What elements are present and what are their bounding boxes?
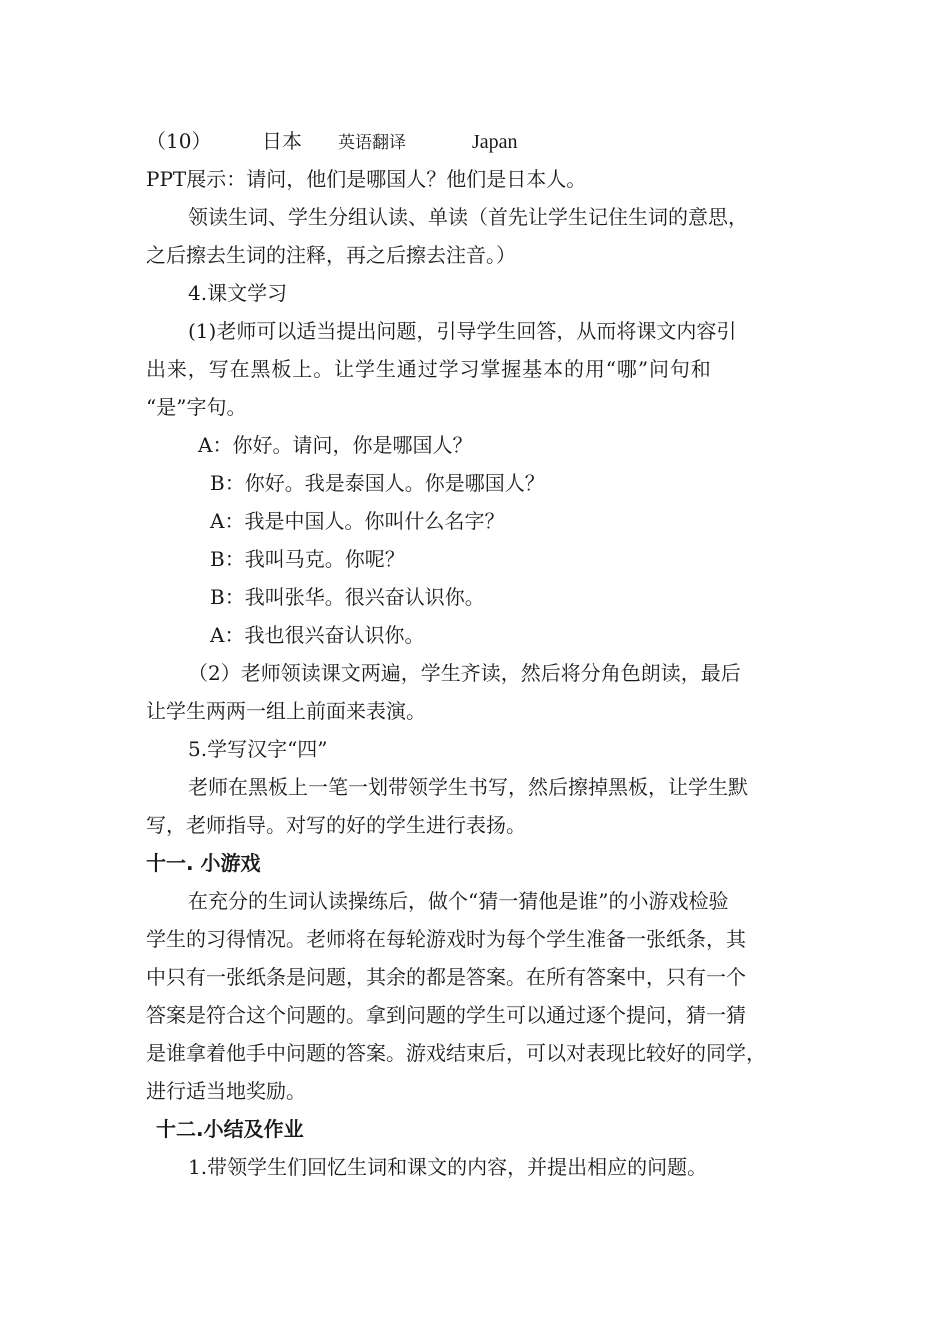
vocab-row bbox=[146, 129, 518, 155]
paragraph-line: 老师在黑板上一笔一划带领学生书写，然后擦掉黑板，让学生默 bbox=[188, 775, 748, 799]
paragraph-line: (1)老师可以适当提出问题，引导学生回答，从而将课文内容引 bbox=[188, 319, 737, 343]
paragraph-line: 出来，写在黑板上。让学生通过学习掌握基本的用“哪”问句和 bbox=[146, 357, 712, 381]
paragraph-line: 让学生两两一组上前面来表演。 bbox=[146, 699, 426, 723]
dialogue-line: A：你好。请问，你是哪国人？ bbox=[198, 433, 473, 457]
ppt-line: PPT展示：请问，他们是哪国人？他们是日本人。 bbox=[146, 167, 587, 191]
dialogue-line: B：我叫马克。你呢？ bbox=[210, 547, 405, 571]
paragraph-line: “是”字句。 bbox=[146, 395, 247, 419]
paragraph-line: 是谁拿着他手中问题的答案。游戏结束后，可以对表现比较好的同学， bbox=[146, 1041, 766, 1065]
section-heading: 4.课文学习 bbox=[188, 281, 288, 305]
vocab-number: （10） bbox=[146, 129, 212, 153]
paragraph-line: 答案是符合这个问题的。拿到问题的学生可以通过逐个提问，猜一猜 bbox=[146, 1003, 746, 1027]
paragraph-line: 进行适当地奖励。 bbox=[146, 1079, 306, 1103]
paragraph-line: 之后擦去生词的注释，再之后擦去注音。） bbox=[146, 243, 516, 267]
dialogue-line: B：我叫张华。很兴奋认识你。 bbox=[210, 585, 485, 609]
paragraph-line: （2）老师领读课文两遍，学生齐读，然后将分角色朗读，最后 bbox=[188, 661, 741, 685]
dialogue-line: B：你好。我是泰国人。你是哪国人？ bbox=[210, 471, 545, 495]
chapter-heading: 十一. 小游戏 bbox=[146, 851, 261, 875]
chapter-heading: 十二.小结及作业 bbox=[156, 1117, 304, 1141]
vocab-hanzi: 日本 bbox=[262, 129, 302, 153]
vocab-note: 英语翻译 bbox=[338, 133, 406, 153]
section-heading: 5.学写汉字“四” bbox=[188, 737, 328, 761]
vocab-english: Japan bbox=[472, 131, 518, 153]
dialogue-line: A：我是中国人。你叫什么名字？ bbox=[210, 509, 505, 533]
paragraph-line: 学生的习得情况。老师将在每轮游戏时为每个学生准备一张纸条，其 bbox=[146, 927, 746, 951]
paragraph-line: 1.带领学生们回忆生词和课文的内容，并提出相应的问题。 bbox=[188, 1155, 708, 1179]
paragraph-line: 在充分的生词认读操练后，做个“猜一猜他是谁”的小游戏检验 bbox=[188, 889, 729, 913]
paragraph-line: 写，老师指导。对写的好的学生进行表扬。 bbox=[146, 813, 526, 837]
dialogue-line: A：我也很兴奋认识你。 bbox=[210, 623, 425, 647]
paragraph-line: 中只有一张纸条是问题，其余的都是答案。在所有答案中，只有一个 bbox=[146, 965, 746, 989]
paragraph-line: 领读生词、学生分组认读、单读（首先让学生记住生词的意思， bbox=[188, 205, 748, 229]
